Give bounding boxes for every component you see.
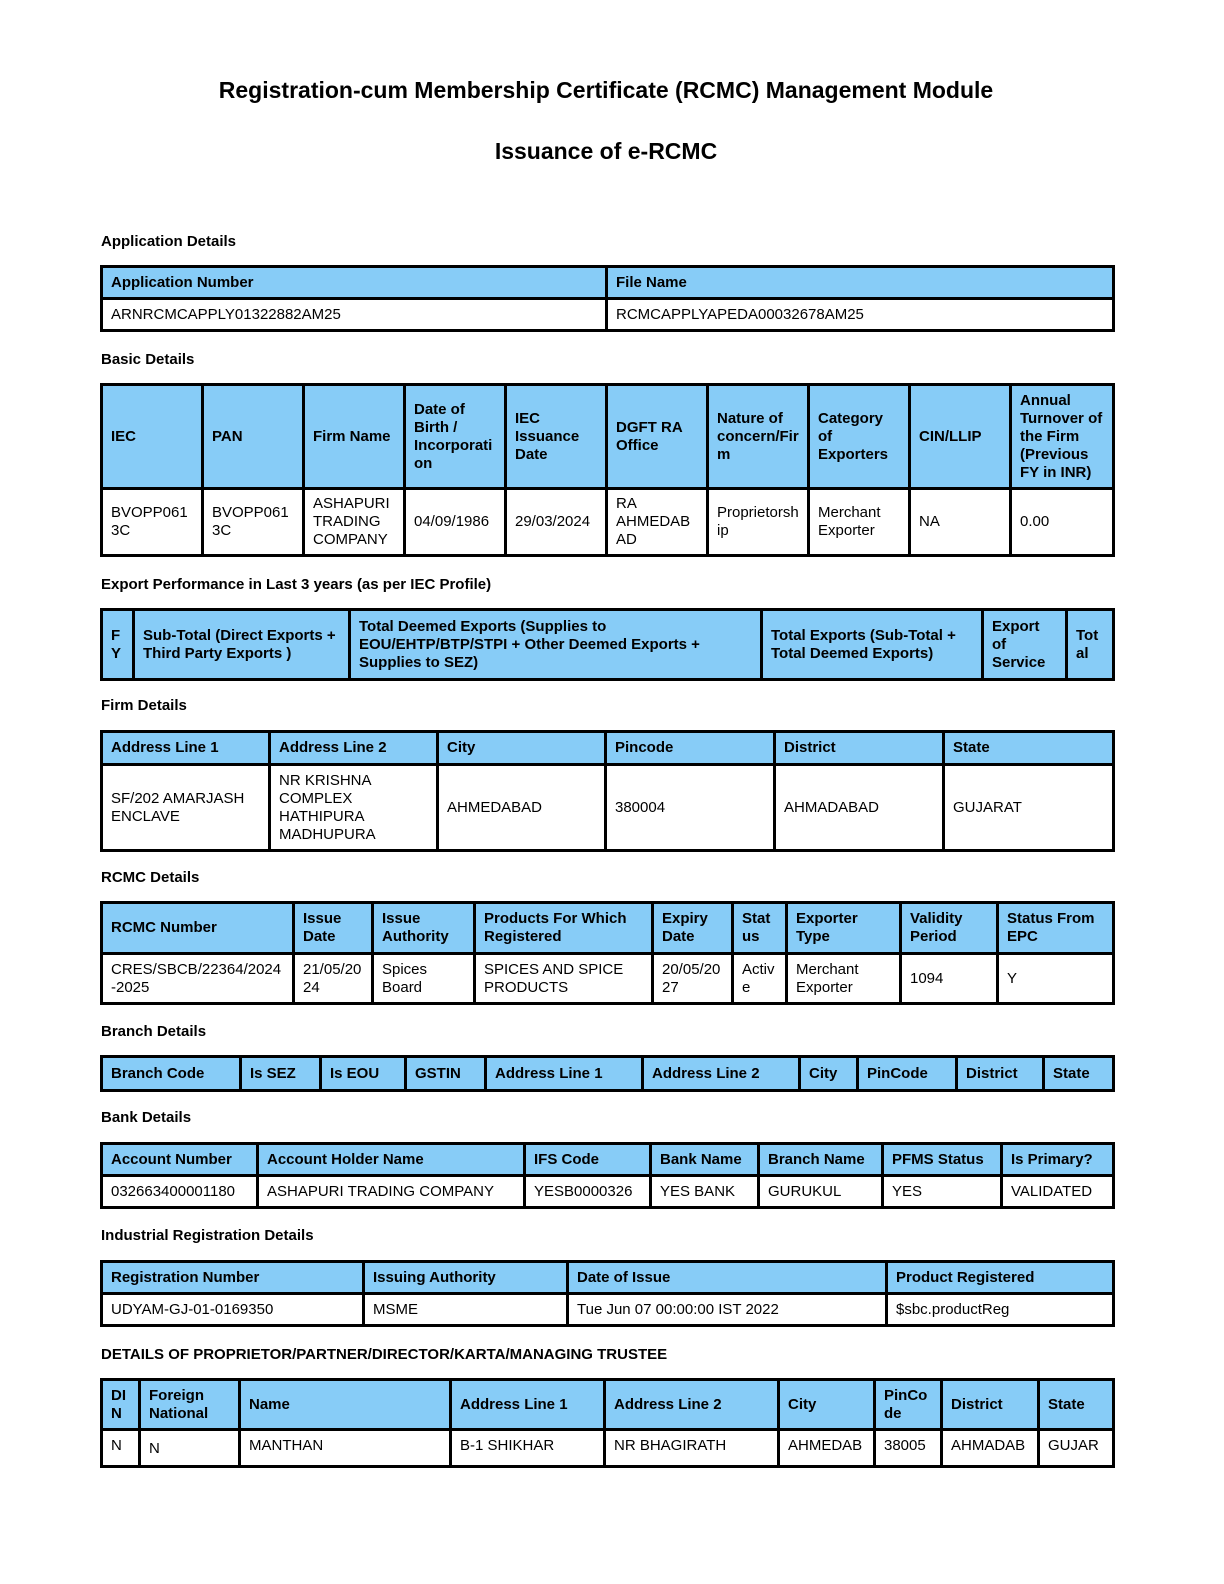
column-header: Is SEZ <box>241 1057 321 1091</box>
column-header: IEC Issuance Date <box>506 385 607 489</box>
table-cell: MSME <box>364 1294 568 1326</box>
column-header: Address Line 1 <box>102 732 270 765</box>
proprietor-table <box>100 1378 1115 1468</box>
table-cell: N <box>140 1430 240 1467</box>
column-header: File Name <box>607 267 1114 299</box>
rcmc-table <box>100 901 1115 1005</box>
bank-table <box>100 1142 1115 1209</box>
column-header: Branch Code <box>102 1057 241 1091</box>
basic-table <box>100 383 1115 557</box>
table-cell: RA AHMEDAB AD <box>607 489 708 556</box>
column-header: Date of Birth / Incorporati on <box>405 385 506 489</box>
column-header: State <box>1044 1057 1114 1091</box>
table-header-row <box>102 1057 1114 1091</box>
table-cell: 20/05/20 27 <box>653 954 733 1004</box>
column-header: Issue Date <box>294 903 373 954</box>
column-header: District <box>942 1380 1039 1430</box>
column-header: IEC <box>102 385 203 489</box>
table-cell: BVOPP061 3C <box>102 489 203 556</box>
table-cell: Proprietorsh ip <box>708 489 809 556</box>
column-header: Status From EPC <box>998 903 1114 954</box>
table-cell: RCMCAPPLYAPEDA00032678AM25 <box>607 299 1114 331</box>
column-header: Address Line 2 <box>605 1380 779 1430</box>
table-cell: N <box>102 1430 140 1467</box>
column-header: Stat us <box>733 903 787 954</box>
column-header: PinCode <box>858 1057 957 1091</box>
table-cell: Merchant Exporter <box>787 954 901 1004</box>
column-header: Category of Exporters <box>809 385 910 489</box>
table-cell: Y <box>998 954 1114 1004</box>
column-header: PAN <box>203 385 304 489</box>
column-header: Address Line 2 <box>270 732 438 765</box>
table-cell: Merchant Exporter <box>809 489 910 556</box>
application-heading: Application Details <box>101 233 237 250</box>
table-header-row <box>102 267 1114 299</box>
table-row <box>102 1176 1114 1208</box>
column-header: City <box>800 1057 858 1091</box>
column-header: Issue Authority <box>373 903 475 954</box>
column-header: Address Line 2 <box>643 1057 800 1091</box>
column-header: Address Line 1 <box>486 1057 643 1091</box>
column-header: PFMS Status <box>883 1144 1002 1176</box>
column-header: Firm Name <box>304 385 405 489</box>
table-cell: Spices Board <box>373 954 475 1004</box>
column-header: CIN/LLIP <box>910 385 1011 489</box>
table-header-row <box>102 1380 1114 1430</box>
branch-table <box>100 1055 1115 1092</box>
table-cell: BVOPP061 3C <box>203 489 304 556</box>
column-header: State <box>944 732 1114 765</box>
table-cell: YESB0000326 <box>525 1176 651 1208</box>
column-header: Total Deemed Exports (Supplies to EOU/EHTP/BTP/STPI + Other Deemed Exports + Supplies to SEZ) <box>350 610 762 680</box>
export-performance-heading: Export Performance in Last 3 years (as per IEC Profile) <box>101 576 492 593</box>
column-header: F Y <box>102 610 134 680</box>
table-cell: MANTHAN <box>240 1430 451 1467</box>
table-cell: GUJAR <box>1039 1430 1114 1467</box>
table-cell: YES BANK <box>651 1176 759 1208</box>
column-header: City <box>438 732 606 765</box>
column-header: Pincode <box>606 732 775 765</box>
table-header-row <box>102 903 1114 954</box>
table-cell: GUJARAT <box>944 765 1114 851</box>
table-header-row <box>102 610 1114 680</box>
table-row <box>102 954 1114 1004</box>
export-performance-table <box>100 608 1115 681</box>
column-header: Branch Name <box>759 1144 883 1176</box>
column-header: RCMC Number <box>102 903 294 954</box>
table-cell: AHMEDABAD <box>438 765 606 851</box>
column-header: Nature of concern/Fir m <box>708 385 809 489</box>
column-header: Application Number <box>102 267 607 299</box>
industrial-table <box>100 1260 1115 1327</box>
column-header: Date of Issue <box>568 1262 887 1294</box>
table-cell: ASHAPURI TRADING COMPANY <box>258 1176 525 1208</box>
firm-table <box>100 730 1115 852</box>
column-header: State <box>1039 1380 1114 1430</box>
column-header: Sub-Total (Direct Exports + Third Party Exports ) <box>134 610 350 680</box>
table-row <box>102 765 1114 851</box>
firm-heading: Firm Details <box>101 697 187 714</box>
column-header: Exporter Type <box>787 903 901 954</box>
table-row <box>102 1294 1114 1326</box>
column-header: Is EOU <box>321 1057 406 1091</box>
table-cell: 29/03/2024 <box>506 489 607 556</box>
column-header: Registration Number <box>102 1262 364 1294</box>
page-subtitle: Issuance of e-RCMC <box>494 138 718 164</box>
table-header-row <box>102 385 1114 489</box>
table-cell: NA <box>910 489 1011 556</box>
table-row <box>102 299 1114 331</box>
column-header: PinCo de <box>875 1380 942 1430</box>
column-header: Product Registered <box>887 1262 1114 1294</box>
bank-heading: Bank Details <box>101 1109 192 1126</box>
table-cell: YES <box>883 1176 1002 1208</box>
column-header: Expiry Date <box>653 903 733 954</box>
column-header: Account Number <box>102 1144 258 1176</box>
table-cell: 04/09/1986 <box>405 489 506 556</box>
table-cell: 380004 <box>606 765 775 851</box>
rcmc-heading: RCMC Details <box>101 869 200 886</box>
column-header: Issuing Authority <box>364 1262 568 1294</box>
table-cell: $sbc.productReg <box>887 1294 1114 1326</box>
table-cell: NR BHAGIRATH <box>605 1430 779 1467</box>
industrial-heading: Industrial Registration Details <box>101 1227 314 1244</box>
page-title: Registration-cum Membership Certificate (RCMC) Management Module <box>218 77 994 103</box>
table-cell: 21/05/20 24 <box>294 954 373 1004</box>
proprietor-heading: DETAILS OF PROPRIETOR/PARTNER/DIRECTOR/KARTA/MANAGING TRUSTEE <box>101 1346 668 1363</box>
table-cell: 38005 <box>875 1430 942 1467</box>
table-header-row <box>102 732 1114 765</box>
column-header: Name <box>240 1380 451 1430</box>
table-cell: CRES/SBCB/22364/2024-2025 <box>102 954 294 1004</box>
column-header: GSTIN <box>406 1057 486 1091</box>
table-cell: UDYAM-GJ-01-0169350 <box>102 1294 364 1326</box>
column-header: Products For Which Registered <box>475 903 653 954</box>
column-header: City <box>779 1380 875 1430</box>
table-cell: 032663400001180 <box>102 1176 258 1208</box>
application-table <box>100 265 1115 332</box>
column-header: District <box>957 1057 1044 1091</box>
column-header: Total Exports (Sub-Total + Total Deemed Exports) <box>762 610 983 680</box>
column-header: Annual Turnover of the Firm (Previous FY in INR) <box>1011 385 1114 489</box>
column-header: DGFT RA Office <box>607 385 708 489</box>
table-cell: SF/202 AMARJASH ENCLAVE <box>102 765 270 851</box>
column-header: Account Holder Name <box>258 1144 525 1176</box>
column-header: Validity Period <box>901 903 998 954</box>
table-header-row <box>102 1144 1114 1176</box>
column-header: IFS Code <box>525 1144 651 1176</box>
column-header: Foreign National <box>140 1380 240 1430</box>
column-header: Tot al <box>1067 610 1114 680</box>
table-cell: ASHAPURI TRADING COMPANY <box>304 489 405 556</box>
table-cell: B-1 SHIKHAR <box>451 1430 605 1467</box>
table-cell: AHMEDAB <box>779 1430 875 1467</box>
column-header: Bank Name <box>651 1144 759 1176</box>
table-cell: 0.00 <box>1011 489 1114 556</box>
table-cell: ARNRCMCAPPLY01322882AM25 <box>102 299 607 331</box>
column-header: Export of Service <box>983 610 1067 680</box>
table-cell: 1094 <box>901 954 998 1004</box>
column-header: District <box>775 732 944 765</box>
table-cell: SPICES AND SPICE PRODUCTS <box>475 954 653 1004</box>
table-cell: Activ e <box>733 954 787 1004</box>
column-header: Address Line 1 <box>451 1380 605 1430</box>
table-row <box>102 489 1114 556</box>
table-header-row <box>102 1262 1114 1294</box>
table-cell: AHMADAB <box>942 1430 1039 1467</box>
table-cell: Tue Jun 07 00:00:00 IST 2022 <box>568 1294 887 1326</box>
column-header: DI N <box>102 1380 140 1430</box>
basic-heading: Basic Details <box>101 351 195 368</box>
table-cell: NR KRISHNA COMPLEX HATHIPURA MADHUPURA <box>270 765 438 851</box>
table-cell: AHMADABAD <box>775 765 944 851</box>
table-cell: VALIDATED <box>1002 1176 1114 1208</box>
table-cell: GURUKUL <box>759 1176 883 1208</box>
table-row <box>102 1430 1114 1467</box>
column-header: Is Primary? <box>1002 1144 1114 1176</box>
branch-heading: Branch Details <box>101 1023 207 1040</box>
